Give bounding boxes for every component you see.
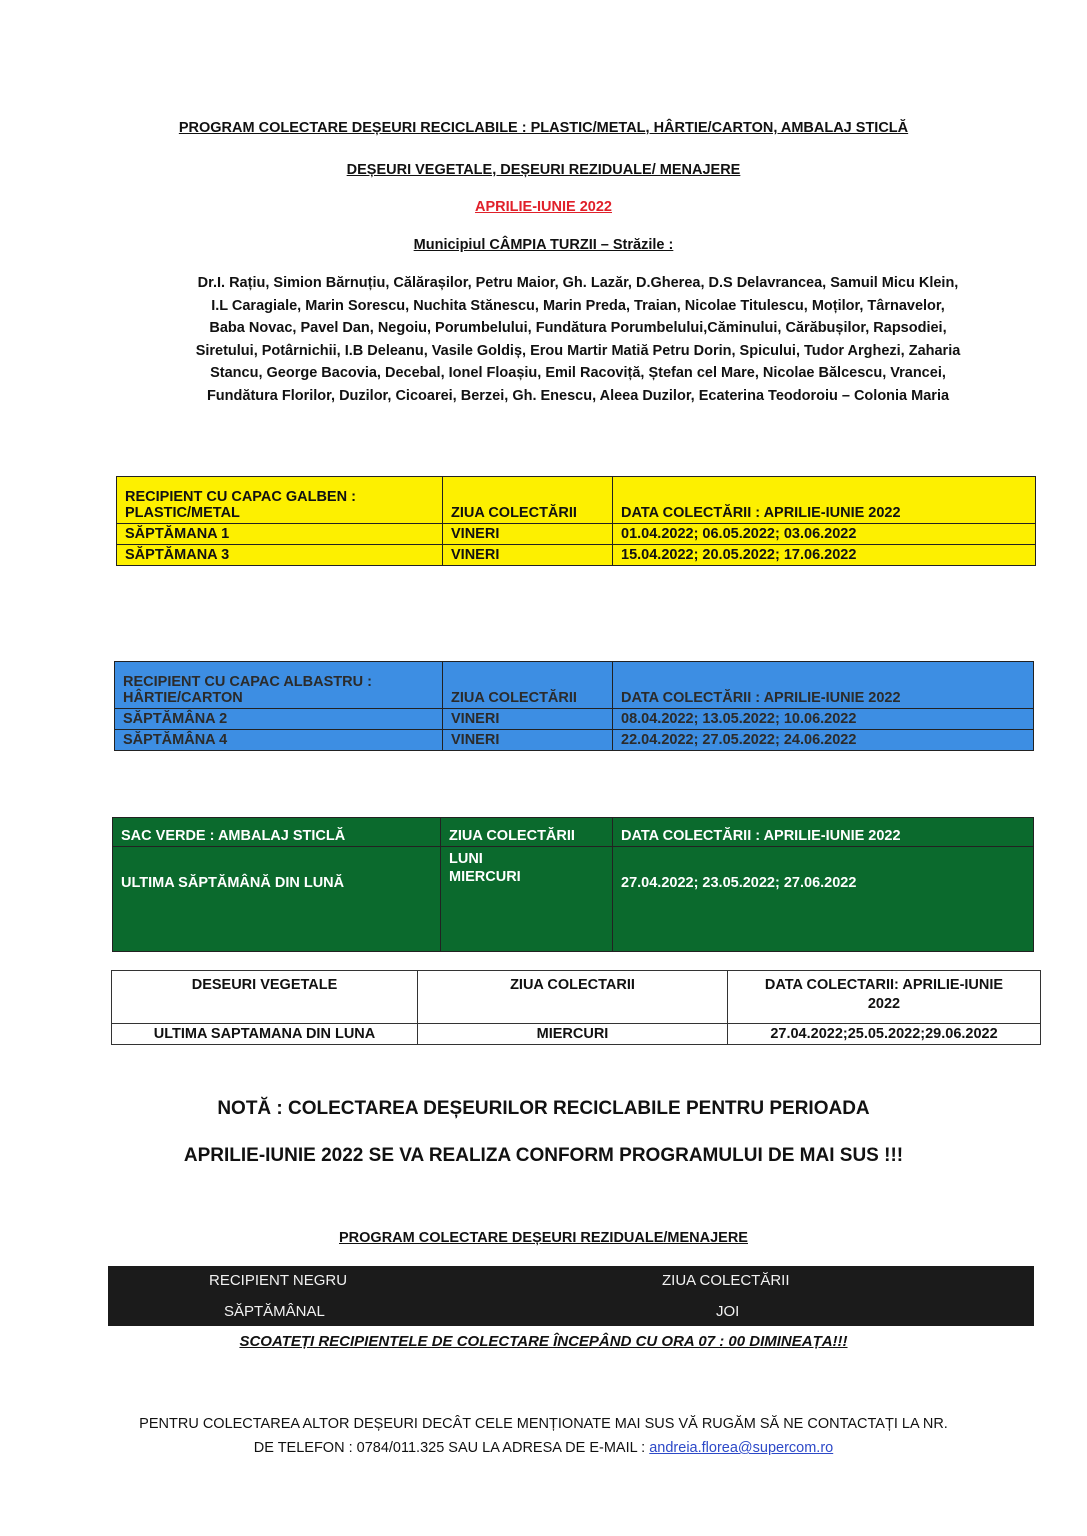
residual-title: PROGRAM COLECTARE DEȘEURI REZIDUALE/MENAJERE [339, 1230, 748, 1246]
week-cell: SĂPTĂMÂNA 2 [115, 709, 443, 730]
street-line: Siretului, Potârnichii, I.B Deleanu, Vasile Goldiș, Erou Martir Matiă Petru Dorin, Spicului, Tudor Arghezi, Zaharia [195, 342, 961, 359]
week-cell: ULTIMA SĂPTĂMÂNĂ DIN LUNĂ [113, 847, 441, 952]
date-header-cell: DATA COLECTĂRII : APRILIE-IUNIE 2022 [613, 818, 1034, 847]
day-line: LUNI [449, 851, 483, 867]
table-row [113, 847, 1034, 952]
date-header-line: 2022 [867, 996, 901, 1012]
table-row [117, 545, 1036, 566]
street-line: I.L Caragiale, Marin Sorescu, Nuchita Stănescu, Marin Preda, Traian, Nicolae Titulescu, Moților, Târnavelor, [211, 297, 945, 314]
bin-type-line: RECIPIENT CU CAPAC ALBASTRU : [123, 674, 372, 690]
table-header-row [112, 971, 1041, 1024]
title-line-2: DEȘEURI VEGETALE, DEȘEURI REZIDUALE/ MENAJERE [346, 162, 741, 178]
bin-type-line: PLASTIC/METAL [125, 505, 240, 521]
date-header-cell: DATA COLECTĂRII : APRILIE-IUNIE 2022 [613, 662, 1034, 709]
street-line: Baba Novac, Pavel Dan, Negoiu, Porumbelului, Fundătura Porumbelului,Căminului, Cărăbușilor, Rapsodiei, [209, 320, 947, 337]
municipality-title: Municipiul CÂMPIA TURZII – Străzile : [413, 237, 674, 253]
table-row [115, 709, 1034, 730]
dates-cell: 27.04.2022; 23.05.2022; 27.06.2022 [613, 847, 1034, 952]
note-line-2: APRILIE-IUNIE 2022 SE VA REALIZA CONFORM PROGRAMULUI DE MAI SUS !!! [183, 1145, 904, 1166]
table-row [115, 730, 1034, 751]
email-link[interactable]: andreia.florea@supercom.ro [649, 1440, 834, 1456]
contact-info [0, 1412, 1087, 1460]
week-cell: ULTIMA SAPTAMANA DIN LUNA [112, 1024, 418, 1045]
date-header-line: DATA COLECTARII: APRILIE-IUNIE [764, 977, 1004, 993]
title-line-1: PROGRAM COLECTARE DEȘEURI RECICLABILE : PLASTIC/METAL, HÂRTIE/CARTON, AMBALAJ STICLĂ [178, 120, 909, 136]
phone-text: DE TELEFON : 0784/011.325 SAU LA ADRESA DE E-MAIL : [253, 1440, 650, 1456]
recipient-label: RECIPIENT NEGRU [209, 1272, 348, 1289]
week-cell: SĂPTĂMÂNA 4 [115, 730, 443, 751]
table-row [112, 1024, 1041, 1045]
table-header-row [115, 662, 1034, 709]
dates-cell: 27.04.2022;25.05.2022;29.06.2022 [728, 1024, 1041, 1045]
table-header-row [117, 477, 1036, 524]
blue-bin-table [114, 661, 1034, 751]
bin-type-line: HÂRTIE/CARTON [123, 690, 243, 706]
date-header-cell: DATA COLECTĂRII : APRILIE-IUNIE 2022 [613, 477, 1036, 524]
day-line: MIERCURI [449, 869, 521, 885]
vegetal-waste-table [111, 970, 1041, 1045]
warning-text: SCOATEȚI RECIPIENTELE DE COLECTARE ÎNCEPÂND CU ORA 07 : 00 DIMINEAȚA!!! [239, 1333, 848, 1350]
day-cell: MIERCURI [418, 1024, 728, 1045]
street-list [108, 272, 1048, 408]
day-cell [441, 847, 613, 952]
street-line: Fundătura Florilor, Duzilor, Cicoarei, Berzei, Gh. Enescu, Aleea Duzilor, Ecaterina Teodoroiu – Colonia Maria [206, 387, 950, 404]
day-cell: VINERI [443, 730, 613, 751]
residual-schedule-box [108, 1266, 1034, 1326]
week-cell: SĂPTĂMANA 1 [117, 524, 443, 545]
bin-type-cell [117, 477, 443, 524]
dates-cell: 01.04.2022; 06.05.2022; 03.06.2022 [613, 524, 1036, 545]
waste-type-cell: DESEURI VEGETALE [112, 971, 418, 1024]
dates-cell: 08.04.2022; 13.05.2022; 10.06.2022 [613, 709, 1034, 730]
day-header-cell: ZIUA COLECTĂRII [443, 662, 613, 709]
bag-type-cell: SAC VERDE : AMBALAJ STICLĂ [113, 818, 441, 847]
yellow-bin-table [116, 476, 1036, 566]
green-bag-table [112, 817, 1034, 952]
frequency-value: SĂPTĂMÂNAL [224, 1303, 325, 1320]
day-cell: VINERI [443, 524, 613, 545]
street-line: Dr.I. Rațiu, Simion Bărnuțiu, Călărașilor, Petru Maior, Gh. Lazăr, D.Gherea, D.S Delavrancea, Samuil Micu Klein, [197, 275, 959, 291]
date-header-cell [728, 971, 1041, 1024]
period-title: APRILIE-IUNIE 2022 [475, 199, 612, 215]
street-line: Stancu, George Bacovia, Decebal, Ionel Floașiu, Emil Racoviță, Ștefan cel Mare, Nicolae Bălcescu, Vrancei, [210, 365, 946, 382]
day-cell: VINERI [443, 545, 613, 566]
table-header-row [113, 818, 1034, 847]
week-cell: SĂPTĂMANA 3 [117, 545, 443, 566]
contact-line: PENTRU COLECTAREA ALTOR DEȘEURI DECÂT CELE MENȚIONATE MAI SUS VĂ RUGĂM SĂ NE CONTACTAȚI LA NR. [139, 1416, 948, 1432]
dates-cell: 15.04.2022; 20.05.2022; 17.06.2022 [613, 545, 1036, 566]
day-header-cell: ZIUA COLECTĂRII [443, 477, 613, 524]
dates-cell: 22.04.2022; 27.05.2022; 24.06.2022 [613, 730, 1034, 751]
day-header-cell: ZIUA COLECTĂRII [441, 818, 613, 847]
contact-line [0, 1436, 1087, 1460]
day-label: ZIUA COLECTĂRII [662, 1272, 790, 1289]
day-value: JOI [716, 1303, 740, 1320]
bin-type-cell [115, 662, 443, 709]
day-cell: VINERI [443, 709, 613, 730]
note-line-1: NOTĂ : COLECTAREA DEȘEURILOR RECICLABILE PENTRU PERIOADA [217, 1098, 870, 1119]
day-header-cell: ZIUA COLECTARII [418, 971, 728, 1024]
table-row [117, 524, 1036, 545]
bin-type-line: RECIPIENT CU CAPAC GALBEN : [125, 489, 356, 505]
